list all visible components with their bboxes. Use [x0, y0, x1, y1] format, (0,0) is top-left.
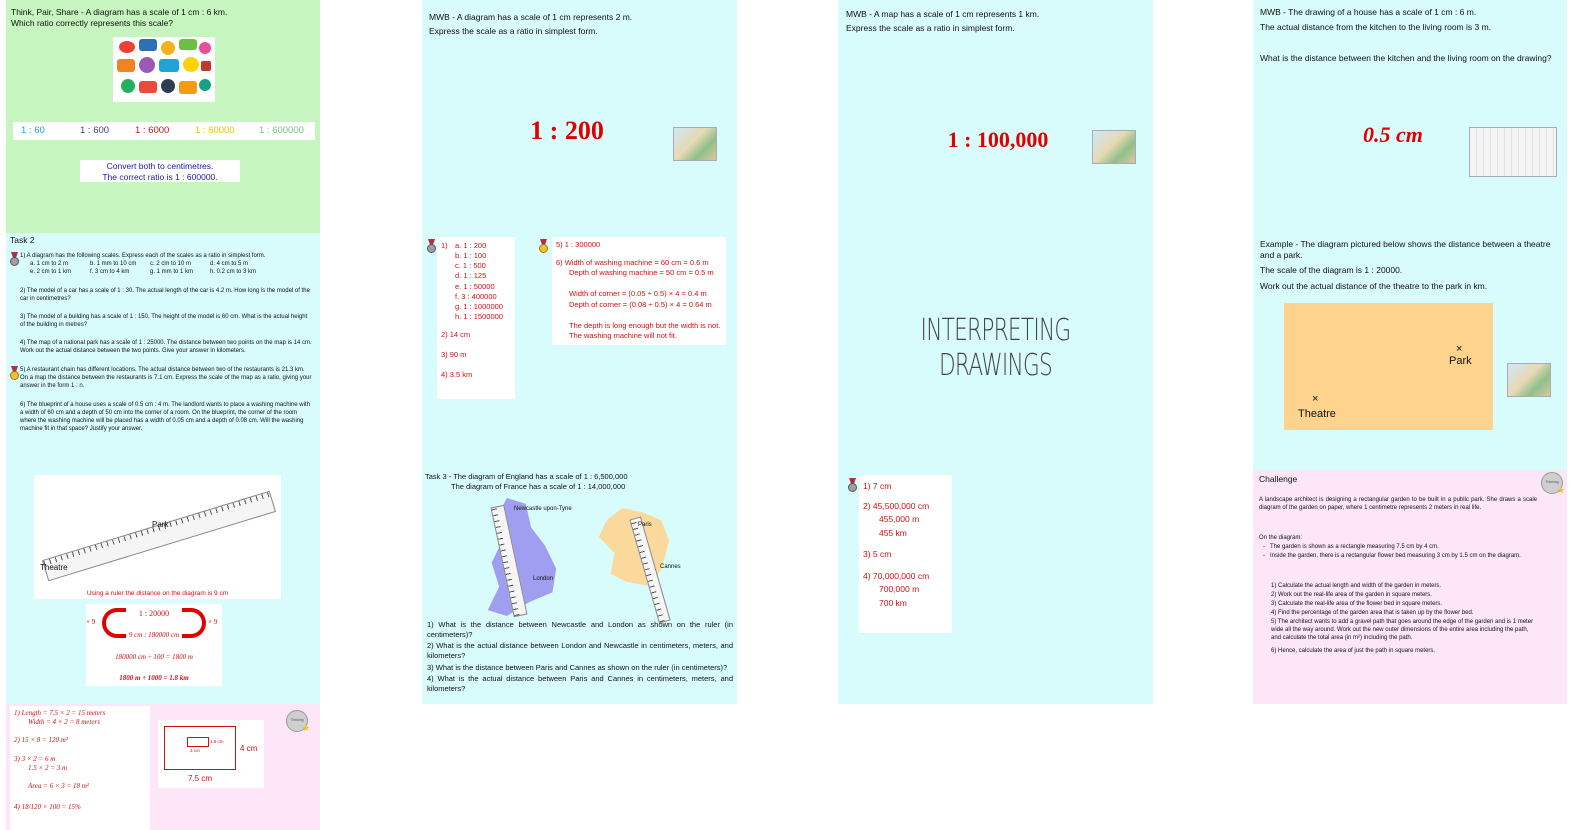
times9-left: × 9 [86, 618, 96, 626]
ratio-line: 1 : 20000 [138, 609, 170, 618]
challenge-task-5: 5) The architect wants to add a gravel path that goes around the edge of the garden and is 1 meter wide all the way around. Work out the new outer dimensions of the entire area including the path, and calculate the total area (in m²) including the path. [1271, 619, 1534, 642]
challenge-answer-4: 4) 18/120 × 100 = 15% [14, 803, 81, 811]
park-cross: × [1456, 343, 1463, 355]
q1-part-b: b. 1 mm to 10 cm [90, 261, 137, 267]
challenge-task-2: 2) Work out the real-life area of the garden in square meters. [1271, 592, 1432, 598]
q1-part-a: a. 1 cm to 2 m [30, 261, 69, 267]
q5-answer: 5) 1 : 300000 [556, 240, 601, 249]
q6-line-4: Width of corner = (0.05 ÷ 0.5) × 4 = 0.4 m [569, 289, 707, 299]
ruler-park-label: Park [152, 520, 169, 529]
flower-bed-height-label: 1.5 cm [210, 739, 224, 744]
answer-2-m: 455,000 m [879, 514, 920, 524]
q1-answer-h: h. 1 : 1500000 [455, 311, 503, 321]
slide-task-3-answers [838, 470, 1153, 704]
step-1: 180000 cm ÷ 100 = 1800 m [115, 653, 193, 661]
q1-answer-e: e. 1 : 50000 [455, 281, 495, 291]
challenge-answer-box [10, 706, 150, 830]
answer-line-2: The correct ratio is 1 : 600000. [102, 172, 218, 182]
task2-q3: 3) The model of a building has a scale of 1 : 150. The height of the model is 60 cm. What is the actual height of the building in metres? [20, 314, 308, 329]
london-label: London [533, 576, 554, 582]
answer-1: 1) 7 cm [863, 481, 892, 491]
slide-mwb-diagram-scale [422, 0, 737, 233]
answers-q5-q6 [552, 237, 726, 345]
ratio-option-2[interactable]: 1 : 600 [80, 125, 110, 136]
q6-line-1: 6) Width of washing machine = 60 cm = 0.6 m [556, 258, 709, 268]
step-2: 1800 m ÷ 1000 = 1.8 km [119, 674, 189, 682]
task3-title-2: The diagram of France has a scale of 1 : 14,000,000 [451, 482, 626, 491]
slide3-prompt: Express the scale as a ratio in simplest form. [846, 23, 1015, 33]
gold-medal-icon [9, 366, 20, 380]
garden-height-label: 4 cm [240, 744, 258, 753]
q1-part-f: f. 3 cm to 4 km [90, 269, 130, 275]
ratio-options-bar [13, 122, 315, 140]
theatre-park-diagram [1284, 303, 1493, 430]
challenge-answer-3b: 1.5 × 2 = 3 m [28, 764, 68, 772]
q1-answer-g: g. 1 : 1000000 [455, 301, 503, 311]
challenge-task-1: 1) Calculate the actual length and width of the garden in meters. [1271, 583, 1442, 589]
task2-q2: 2) The model of a car has a scale of 1 : 30. The actual length of the car is 4.2 m. How long is the model of the car in centimetres? [20, 288, 310, 303]
q6-line-5: Depth of corner = (0.08 ÷ 0.5) × 4 = 0.64 m [569, 299, 712, 309]
q1-part-c: c. 2 cm to 10 m [150, 261, 192, 267]
ruler-image [34, 475, 281, 599]
challenge-heading: Challenge [1259, 474, 1298, 484]
park-label: Park [1449, 355, 1472, 367]
slide3-title: MWB - A map has a scale of 1 cm represents 1 km. [846, 9, 1040, 19]
thinking-badge-icon: Thinking ★ [1541, 472, 1563, 494]
newcastle-label: Newcastle upon-Tyne [514, 506, 572, 512]
challenge-bullet-1: - The garden is shown as a rectangle measuring 7.5 cm by 4 cm. [1263, 544, 1439, 550]
times9-right: × 9 [208, 618, 218, 626]
task2-q5: 5) A restaurant chain has different locations. The actual distance between two of the restaurants is 21.3 km. On a map the distance between the restaurants is 7.1 cm. Express the scale of the map as a ratio, giving your answer in the form 1 : n. [20, 367, 312, 390]
slide4-line2: The actual distance from the kitchen to the living room is 3 m. [1260, 22, 1492, 32]
q1-answer-a: a. 1 : 200 [455, 241, 487, 250]
task3-answer-box [859, 475, 952, 633]
answer-box [80, 160, 240, 182]
challenge-answer-1a: 1) Length = 7.5 × 2 = 15 meters [14, 709, 106, 717]
task2-q6: 6) The blueprint of a house uses a scale of 0.5 cm : 4 m. The landlord wants to place a washing machine with a width of 60 cm and a depth of 50 cm into the corner of a room. On the blueprint, the corner of the room where the washing machine will be placed has a width of 0.05 cm and a depth of 0.08 cm. Will the washing machine fit in that space? Justify your answer. [20, 402, 310, 433]
q1-answer-c: c. 1 : 500 [455, 261, 486, 271]
ratio-option-5[interactable]: 1 : 600000 [259, 125, 304, 136]
garden-thumbnail [673, 127, 717, 161]
kitchen-thumbnail [1469, 127, 1557, 177]
q6-line-8: The washing machine will not fit. [569, 330, 677, 340]
slide-think-pair-share [6, 0, 320, 233]
slide1-title: Think, Pair, Share - A diagram has a scale of 1 cm : 6 km. [11, 7, 228, 17]
speech-bubbles-image [113, 37, 215, 102]
garden-diagram [158, 720, 264, 788]
q3-answer: 3) 90 m [441, 350, 467, 360]
ruler-icon [42, 491, 276, 582]
example-line-1: Example - The diagram pictured below shows the distance between a theatre and a park. [1260, 239, 1551, 261]
challenge-on-diagram: On the diagram: [1259, 535, 1303, 541]
challenge-bullet-2: - Inside the garden, there is a rectangular flower bed measuring 3 cm by 1.5 cm on the diagram. [1263, 553, 1521, 559]
slide-mwb-map-scale [838, 0, 1153, 233]
gold-medal-icon [538, 239, 549, 253]
slide-ruler-solution [6, 470, 320, 704]
answer-4-m: 700,000 m [879, 584, 920, 594]
challenge-answer-3-area: Area = 6 × 3 = 18 m² [28, 782, 89, 790]
silver-medal-icon [426, 239, 437, 253]
task3-q1: 1) What is the distance between Newcastle and London as shown on the ruler (in centimeters)? [427, 620, 733, 640]
slide-interpreting-drawings [838, 233, 1153, 470]
garden-outer-rect [164, 726, 236, 770]
garden-thumbnail [1507, 363, 1551, 397]
answers-q1-to-q4 [437, 237, 515, 399]
task2-q1-row1 [30, 260, 310, 268]
theatre-label: Theatre [1298, 408, 1336, 420]
task3-q3: 3) What is the distance between Paris and Cannes as shown on the ruler (in centimeters)? [427, 663, 728, 672]
answer-3: 3) 5 cm [863, 549, 892, 559]
q6-line-2: Depth of washing machine = 50 cm = 0.5 m [569, 268, 714, 278]
challenge-answer-1b: Width = 4 × 2 = 8 meters [28, 718, 100, 726]
task3-q2: 2) What is the actual distance between London and Newcastle in centimeters, meters, and kilometers? [427, 641, 733, 661]
ruler-theatre-label: Theatre [40, 563, 68, 572]
challenge-intro: A landscape architect is designing a rectangular garden to be built in a public park. She draws a scale diagram of the garden on paper, where 1 centimetre represents 2 meters in real life. [1259, 497, 1537, 512]
garden-width-label: 7.5 cm [188, 774, 213, 783]
challenge-task-6: 6) Hence, calculate the area of just the path in square meters. [1271, 648, 1436, 654]
answer-line-1: Convert both to centimetres. [106, 161, 214, 171]
silver-medal-icon [9, 252, 20, 266]
q1-part-d: d. 4 cm to 5 m [210, 261, 249, 267]
q1-part-e: e. 2 cm to 1 km [30, 269, 72, 275]
ratio-option-3[interactable]: 1 : 6000 [135, 125, 170, 136]
answer-4-km: 700 km [879, 597, 907, 608]
q4-answer: 4) 3.5 km [441, 370, 473, 380]
q6-line-7: The depth is long enough but the width is not. [569, 320, 721, 330]
slide4-answer: 0.5 cm [1363, 122, 1423, 147]
task2-q1: 1) A diagram has the following scales. Express each of the scales as a ratio in simplest form. [20, 253, 266, 259]
task3-q4: 4) What is the actual distance between Paris and Cannes in centimeters, meters, and kilometers? [427, 674, 733, 694]
answer-2-km: 455 km [879, 527, 907, 538]
slide-task-2 [6, 233, 320, 470]
silver-medal-icon [847, 478, 858, 492]
bullet-1-text: The garden is shown as a rectangle measuring 7.5 cm by 4 cm. [1270, 544, 1439, 550]
slide1-question: Which ratio correctly represents this scale? [11, 18, 174, 28]
challenge-task-4: 4) Find the percentage of the garden area that is taken up by the flower bed. [1271, 610, 1474, 616]
cannes-label: Cannes [660, 564, 681, 570]
flower-bed-rect [187, 737, 209, 747]
paris-label: Paris [638, 522, 652, 528]
slide4-question: What is the distance between the kitchen and the living room on the drawing? [1260, 53, 1552, 63]
ratio-option-1[interactable]: 1 : 60 [21, 125, 45, 136]
q1-answer-b: b. 1 : 100 [455, 251, 487, 261]
task3-title-1: Task 3 - The diagram of England has a scale of 1 : 6,500,000 [425, 472, 628, 481]
task2-q1-row2 [30, 268, 310, 276]
slide-mwb-house-drawing [1253, 0, 1567, 233]
challenge-task-3: 3) Calculate the real-life area of the flower bed in square meters. [1271, 601, 1443, 607]
slide-challenge-answers [6, 704, 320, 830]
answer-2-cm: 2) 45,500,000 cm [863, 500, 930, 511]
task2-q4: 4) The map of a national park has a scale of 1 : 25000. The distance between two points on the map is 14 cm. Work out the actual distance between the two points. Give your answer in kilometers. [20, 340, 312, 355]
answer-4-cm: 4) 70,000,000 cm [863, 570, 930, 581]
slide-task-3 [422, 470, 737, 704]
example-line-3: Work out the actual distance of the theatre to the park in km. [1260, 281, 1488, 291]
challenge-answer-2: 2) 15 × 8 = 120 m² [14, 736, 68, 744]
q1-answer-d: d. 1 : 125 [455, 271, 487, 281]
ruler-caption: Using a ruler the distance on the diagram is 9 cm [86, 590, 229, 597]
q1-part-h: h. 0.2 cm to 3 km [210, 269, 257, 275]
q2-answer: 2) 14 cm [441, 330, 471, 339]
garden-thumbnail [1092, 130, 1136, 164]
theatre-cross: × [1312, 393, 1319, 405]
calculation-box [86, 604, 222, 686]
bullet-2-text: Inside the garden, there is a rectangular flower bed measuring 3 cm by 1.5 cm on the diagram. [1270, 553, 1521, 559]
q1-label: 1) [441, 241, 448, 250]
slide4-title: MWB - The drawing of a house has a scale of 1 cm : 6 m. [1260, 7, 1477, 17]
q1-part-g: g. 1 mm to 1 km [150, 269, 194, 275]
example-line-2: The scale of the diagram is 1 : 20000. [1260, 265, 1403, 275]
ratio-option-4[interactable]: 1 : 60000 [195, 125, 235, 136]
section-title: INTERPRETING DRAWINGS [920, 313, 1071, 383]
flower-bed-width-label: 3 cm [190, 748, 200, 753]
q1-answer-f: f. 3 : 400000 [455, 291, 497, 301]
slide2-title: MWB - A diagram has a scale of 1 cm represents 2 m. [429, 12, 633, 22]
scaled-ratio-line: 9 cm : 180000 cm [128, 631, 180, 639]
slide2-answer: 1 : 200 [530, 116, 604, 145]
thinking-badge-icon: Thinking ★ [286, 710, 308, 732]
slide-example-theatre-park [1253, 233, 1567, 470]
challenge-answer-3a: 3) 3 × 2 = 6 m [14, 755, 56, 763]
task2-heading: Task 2 [10, 235, 35, 245]
slide-challenge [1253, 470, 1567, 704]
slide2-prompt: Express the scale as a ratio in simplest form. [429, 26, 598, 36]
slide3-answer: 1 : 100,000 [947, 127, 1049, 152]
slide-task-2-answers [422, 233, 737, 470]
